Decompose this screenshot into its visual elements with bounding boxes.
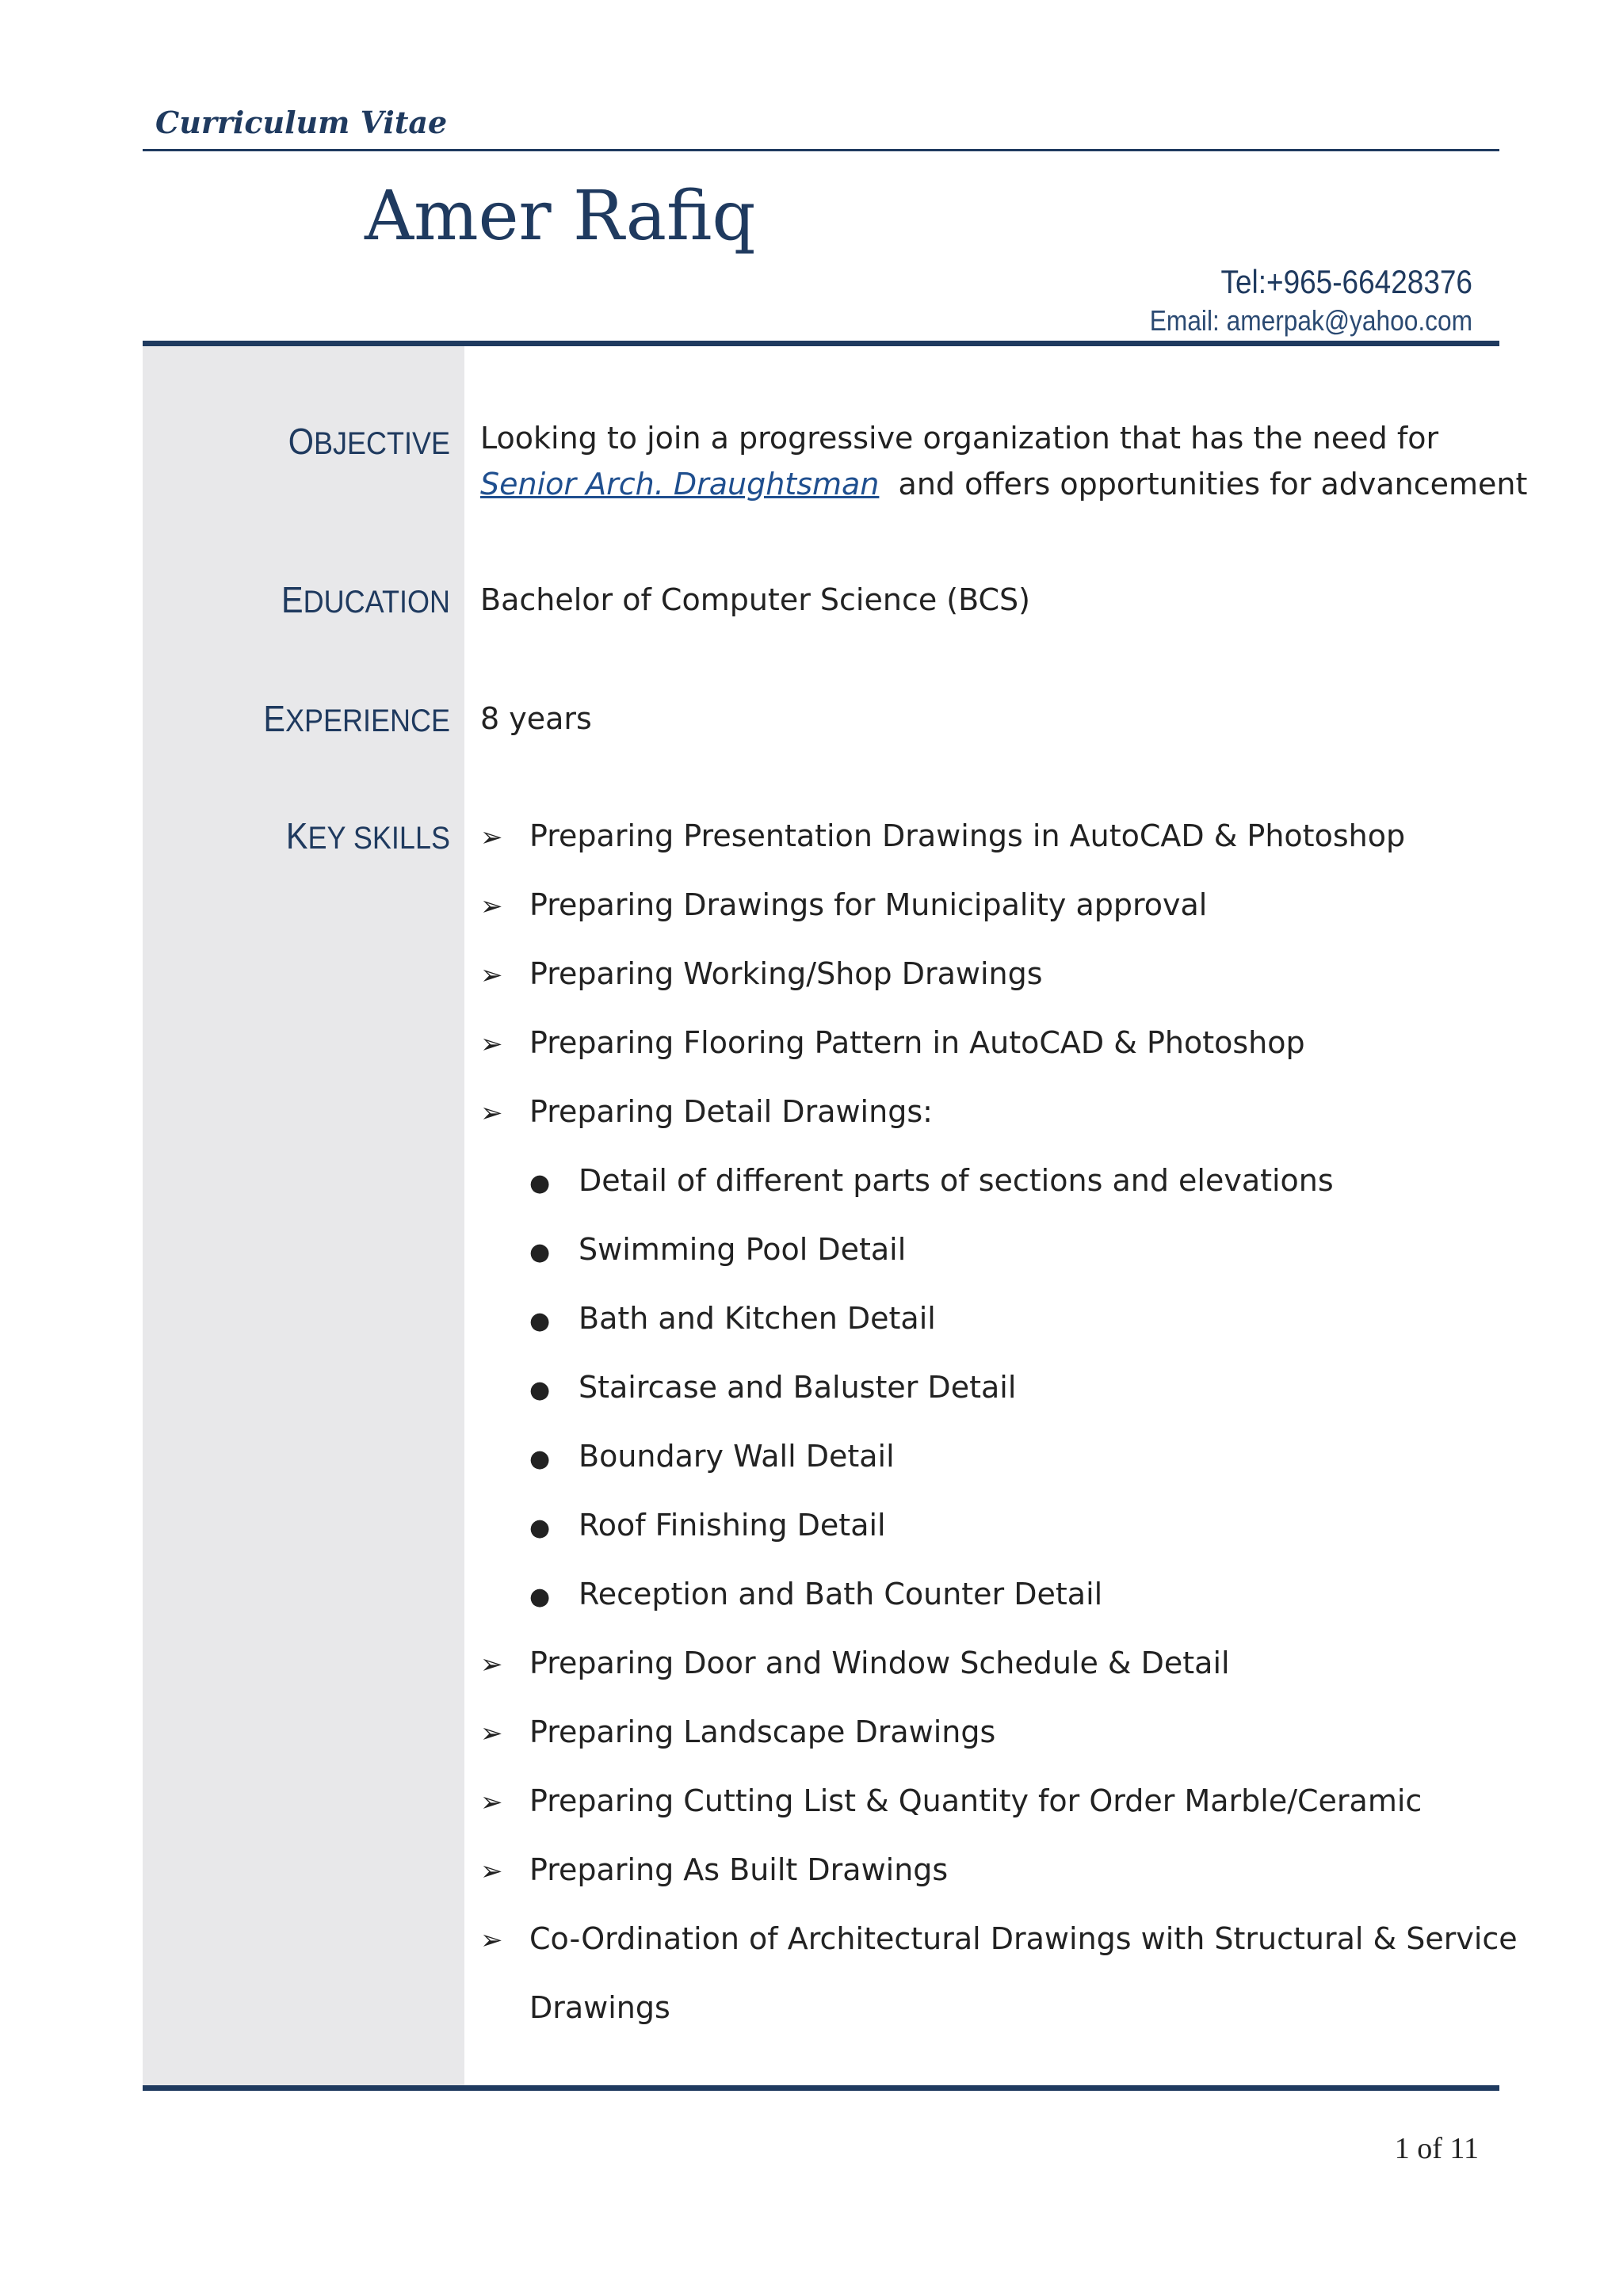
education-label: EDUCATION xyxy=(281,579,450,620)
arrow-bullet-icon: ➢ xyxy=(480,1028,503,1060)
skill-item: ➢ Preparing Landscape Drawings xyxy=(480,1708,995,1757)
skill-item: ➢ Preparing Flooring Pattern in AutoCAD & Photoshop xyxy=(480,1019,1305,1068)
skill-item: ➢ Preparing Drawings for Municipality approval xyxy=(480,881,1207,930)
arrow-bullet-icon: ➢ xyxy=(480,1855,503,1887)
dot-bullet-icon: ● xyxy=(529,1583,551,1611)
phone-number: Tel:+965-66428376 xyxy=(1220,263,1472,300)
education-text: Bachelor of Computer Science (BCS) xyxy=(480,582,1031,617)
content-bottom-border xyxy=(143,2085,1499,2091)
skill-item: ➢ Preparing As Built Drawings xyxy=(480,1846,948,1895)
dot-bullet-icon: ● xyxy=(529,1307,551,1335)
detail-item: ● Roof Finishing Detail xyxy=(529,1501,886,1552)
experience-label: EXPERIENCE xyxy=(263,698,450,739)
arrow-bullet-icon: ➢ xyxy=(480,959,503,991)
key-skills-label: KEY SKILLS xyxy=(285,815,450,856)
arrow-bullet-icon: ➢ xyxy=(480,1718,503,1749)
arrow-bullet-icon: ➢ xyxy=(480,1097,503,1129)
objective-line-2: Senior Arch. Draughtsman and offers opportunities for advancement xyxy=(480,467,1528,502)
header-rule xyxy=(143,149,1499,151)
dot-bullet-icon: ● xyxy=(529,1376,551,1404)
objective-label: OBJECTIVE xyxy=(288,421,450,462)
arrow-bullet-icon: ➢ xyxy=(480,891,503,922)
dot-bullet-icon: ● xyxy=(529,1445,551,1473)
skill-item: ➢ Preparing Cutting List & Quantity for Order Marble/Ceramic xyxy=(480,1777,1422,1826)
detail-item: ● Staircase and Baluster Detail xyxy=(529,1363,1016,1414)
detail-item: ● Reception and Bath Counter Detail xyxy=(529,1570,1102,1621)
detail-item: ● Swimming Pool Detail xyxy=(529,1226,906,1276)
arrow-bullet-icon: ➢ xyxy=(480,822,503,853)
page-number: 1 of 11 xyxy=(1394,2132,1479,2165)
cv-label: Curriculum Vitae xyxy=(155,105,448,140)
email-address[interactable]: Email: amerpak@yahoo.com xyxy=(1149,304,1472,337)
dot-bullet-icon: ● xyxy=(529,1169,551,1197)
objective-line-1: Looking to join a progressive organization that has the need for xyxy=(480,421,1439,456)
skill-item: ➢ Preparing Working/Shop Drawings xyxy=(480,950,1043,999)
detail-item: ● Detail of different parts of sections and elevations xyxy=(529,1157,1334,1207)
experience-text: 8 years xyxy=(480,701,592,736)
skill-item: ➢ Preparing Detail Drawings: xyxy=(480,1088,933,1137)
arrow-bullet-icon: ➢ xyxy=(480,1924,503,1956)
detail-item: ● Bath and Kitchen Detail xyxy=(529,1295,936,1345)
dot-bullet-icon: ● xyxy=(529,1238,551,1266)
skill-item: ➢ Preparing Presentation Drawings in AutoCAD & Photoshop xyxy=(480,812,1405,861)
arrow-bullet-icon: ➢ xyxy=(480,1649,503,1680)
dot-bullet-icon: ● xyxy=(529,1514,551,1542)
skill-item: ➢ Preparing Door and Window Schedule & Detail xyxy=(480,1639,1230,1688)
skill-item-continuation: Drawings xyxy=(529,1990,670,2025)
detail-item: ● Boundary Wall Detail xyxy=(529,1432,895,1483)
candidate-name: Amer Rafiq xyxy=(365,177,756,256)
skill-item: ➢ Co-Ordination of Architectural Drawings with Structural & Service xyxy=(480,1915,1518,1964)
arrow-bullet-icon: ➢ xyxy=(480,1787,503,1818)
objective-position-highlight: Senior Arch. Draughtsman xyxy=(480,467,880,502)
content-top-border xyxy=(143,341,1499,346)
